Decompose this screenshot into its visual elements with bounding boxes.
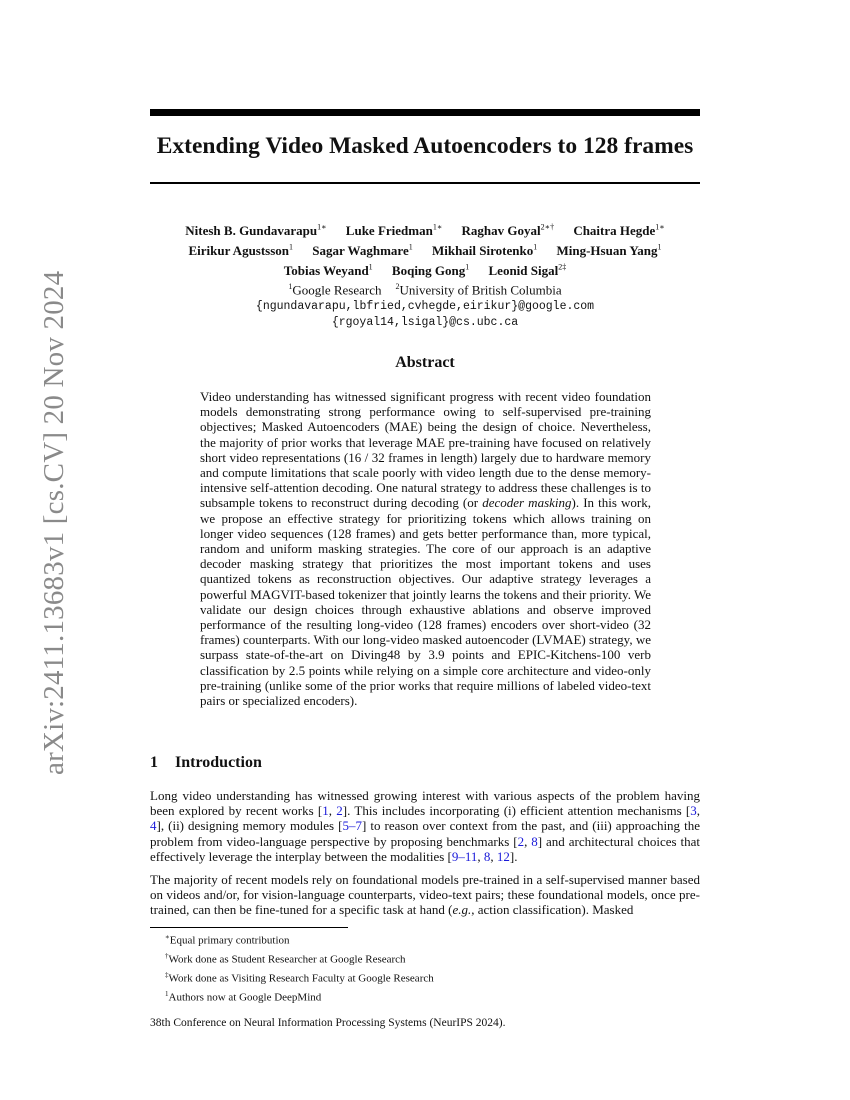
author: Sagar Waghmare$^1$: [312, 242, 413, 259]
citation-link[interactable]: 8: [483, 848, 491, 864]
author: Raghav Goyal$^{2∗\dagger}$: [461, 223, 555, 239]
citation-link[interactable]: 9–11: [451, 848, 478, 864]
citation-link[interactable]: 12: [496, 848, 510, 864]
citation-link[interactable]: 2: [517, 833, 525, 849]
title-top-rule: [150, 109, 700, 116]
author: Luke Friedman$^{1∗}$: [345, 223, 443, 239]
author-line-1: [150, 220, 700, 240]
footnote-rule: [150, 927, 348, 928]
author: Mikhail Sirotenko$^1$: [431, 242, 538, 259]
affiliation-google: Google Research: [292, 282, 382, 298]
arxiv-identifier: arXiv:2411.13683v1 [cs.CV] 20 Nov 2024: [38, 270, 70, 775]
author: Boqing Gong$^1$: [391, 262, 470, 278]
author: Ming-Hsuan Yang$^1$: [556, 242, 662, 259]
citation-link[interactable]: 2: [336, 803, 343, 819]
intro-paragraph-2: The majority of recent models rely on foundational models pre-trained in a self-supervised manner based on videos and/or, for vision-language counterparts, video-text pairs; these foundational models, once pre-trained, can then be fine-tuned for a specific task at hand (e.g., action classification). Masked: [150, 872, 700, 918]
footnotes: [165, 930, 434, 1005]
footnote: ∗Equal primary contribution: [165, 933, 290, 947]
title-bottom-rule: [150, 182, 700, 184]
footnote: $^1$Authors now at Google DeepMind: [165, 989, 322, 1004]
email-ubc: {rgoyal14,lsigal}@cs.ubc.ca: [331, 316, 519, 330]
citation-link[interactable]: 1: [322, 803, 329, 819]
footnote: †Work done as Student Researcher at Google Research: [165, 951, 406, 966]
footnote: ‡Work done as Visiting Research Faculty at Google Research: [165, 970, 434, 985]
abstract-text: Video understanding has witnessed significant progress with recent video foundation models demonstrating strong performance owing to self-supervised pre-training objectives; Masked Autoencoders (MAE) being the design of choice. Nevertheless, the majority of prior works that leverage MAE pre-training have focused on relatively short video representations (16 / 32 frames in length) largely due to hardware memory and compute limitations that scale poorly with video length due to the dense memory-intensive self-attention decoding. One natural strategy to address these challenges is to subsample tokens to reconstruct during decoding (or decoder masking). In this work, we propose an effective strategy for prioritizing tokens which allows training on longer video sequences (128 frames) and gets better performance than, more typical, random and uniform masking strategies. The core of our approach is an adaptive decoder masking strategy that prioritizes the most important tokens and uses quantized tokens as reconstruction objectives. Our adaptive strategy leverages a powerful MAGVIT-based tokenizer that jointly learns the tokens and their priority. We validate our design choices through exhaustive ablations and observe improved performance of the resulting long-video (128 frames) encoders over short-video (32 frames) counterparts. With our long-video masked autoencoder (LVMAE) strategy, we surpass state-of-the-art on Diving48 by 3.9 points and EPIC-Kitchens-100 verb classification by 2.5 points while relying on a simple core architecture and video-only pre-training (unlike some of the prior works that require millions of labeled video-text pairs or specialized encoders).: [200, 389, 651, 709]
author: Eirikur Agustsson$^1$: [188, 242, 294, 259]
citation-link[interactable]: 5–7: [342, 818, 362, 834]
section-heading-introduction: 1 Introduction: [150, 754, 262, 771]
venue-footer: 38th Conference on Neural Information Processing Systems (NeurIPS 2024).: [150, 1017, 506, 1029]
author-line-2: [150, 240, 700, 260]
author: Leonid Sigal$^{2\ddagger}$: [488, 262, 567, 278]
affiliation-ubc: University of British Columbia: [399, 282, 562, 298]
email-google: {ngundavarapu,lbfried,cvhegde,eirikur}@google.com: [255, 300, 595, 314]
author-line-3: [150, 260, 700, 280]
author: Chaitra Hegde$^{1∗}$: [573, 223, 665, 239]
citation-link[interactable]: 4: [150, 818, 157, 834]
author: Nitesh B. Gundavarapu$^{1∗}$: [185, 223, 327, 239]
paper-title: Extending Video Masked Autoencoders to 128 frames: [156, 133, 694, 159]
author: Tobias Weyand$^1$: [283, 262, 373, 278]
citation-link[interactable]: 8: [531, 833, 538, 849]
intro-paragraph-1: Long video understanding has witnessed growing interest with various aspects of the problem having been explored by recent works [1, 2]. This includes incorporating (i) efficient attention mechanisms [3, 4], (ii) designing memory modules [5–7] to reason over context from the past, and (iii) approaching the problem from video-language perspective by proposing benchmarks [2, 8] and architectural choices that effectively leverage the interplay between the modalities [9–11, 8, 12].: [150, 788, 701, 864]
abstract-heading: Abstract: [395, 354, 455, 371]
author-block: [150, 220, 700, 331]
citation-link[interactable]: 3: [690, 803, 697, 819]
affiliations: $^1$Google Research $^2$University of British Columbia: [288, 282, 562, 298]
